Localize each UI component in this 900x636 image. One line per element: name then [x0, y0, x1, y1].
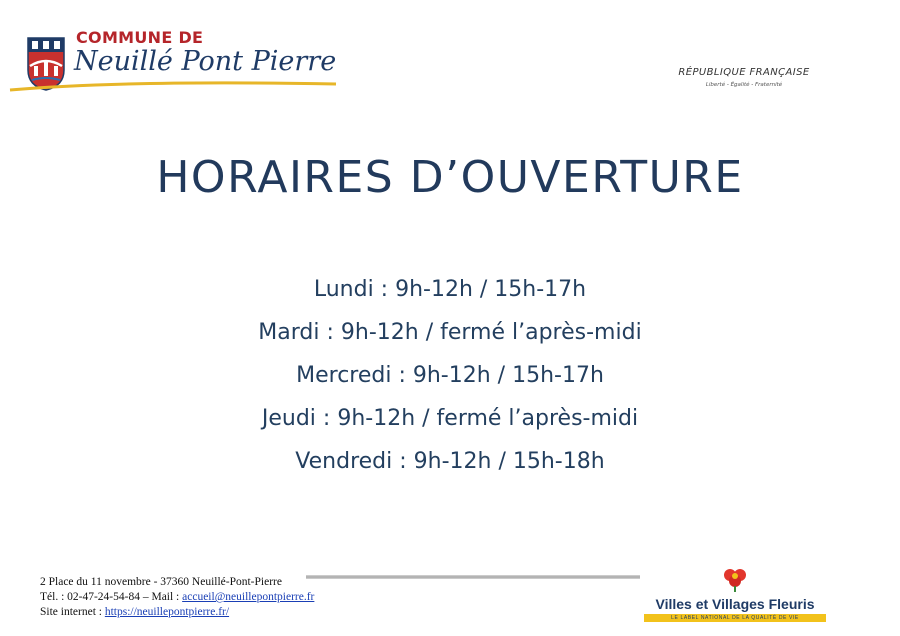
footer-tel: Tél. : 02-47-24-54-84 – Mail :: [40, 591, 183, 603]
republique-block: [678, 67, 810, 88]
hours-tuesday: Mardi : 9h-12h / fermé l’après-midi: [258, 320, 642, 345]
hours-wednesday: Mercredi : 9h-12h / 15h-17h: [296, 363, 604, 388]
opening-hours: [0, 268, 900, 483]
logo-swoosh: [8, 78, 338, 92]
commune-logo: [22, 28, 352, 98]
footer-divider: [306, 575, 640, 579]
republique-motto: Liberté - Égalité - Fraternité: [705, 82, 783, 88]
footer-contact: [40, 575, 314, 620]
mail-link[interactable]: accueil@neuillepontpierre.fr: [182, 591, 315, 603]
footer-contact-line: [40, 590, 314, 605]
label-name: Villes et Villages Fleuris: [655, 596, 815, 612]
footer-site-line: [40, 605, 314, 620]
commune-label: COMMUNE DE: [76, 28, 204, 47]
commune-name: Neuillé Pont Pierre: [74, 46, 337, 77]
site-link[interactable]: https://neuillepontpierre.fr/: [104, 606, 230, 618]
villes-villages-fleuris-logo: [640, 566, 830, 626]
republique-title: RÉPUBLIQUE FRANÇAISE: [678, 67, 810, 78]
flower-icon: [722, 566, 748, 592]
hours-thursday: Jeudi : 9h-12h / fermé l’après-midi: [261, 406, 639, 431]
hours-friday: Vendredi : 9h-12h / 15h-18h: [295, 449, 605, 474]
page-title: HORAIRES D’OUVERTURE: [156, 152, 744, 203]
footer-address: 2 Place du 11 novembre - 37360 Neuillé-Pont-Pierre: [40, 576, 282, 588]
label-tagline: LE LABEL NATIONAL DE LA QUALITÉ DE VIE: [644, 614, 826, 622]
footer-site-label: Site internet :: [40, 606, 105, 618]
hours-monday: Lundi : 9h-12h / 15h-17h: [313, 277, 587, 302]
